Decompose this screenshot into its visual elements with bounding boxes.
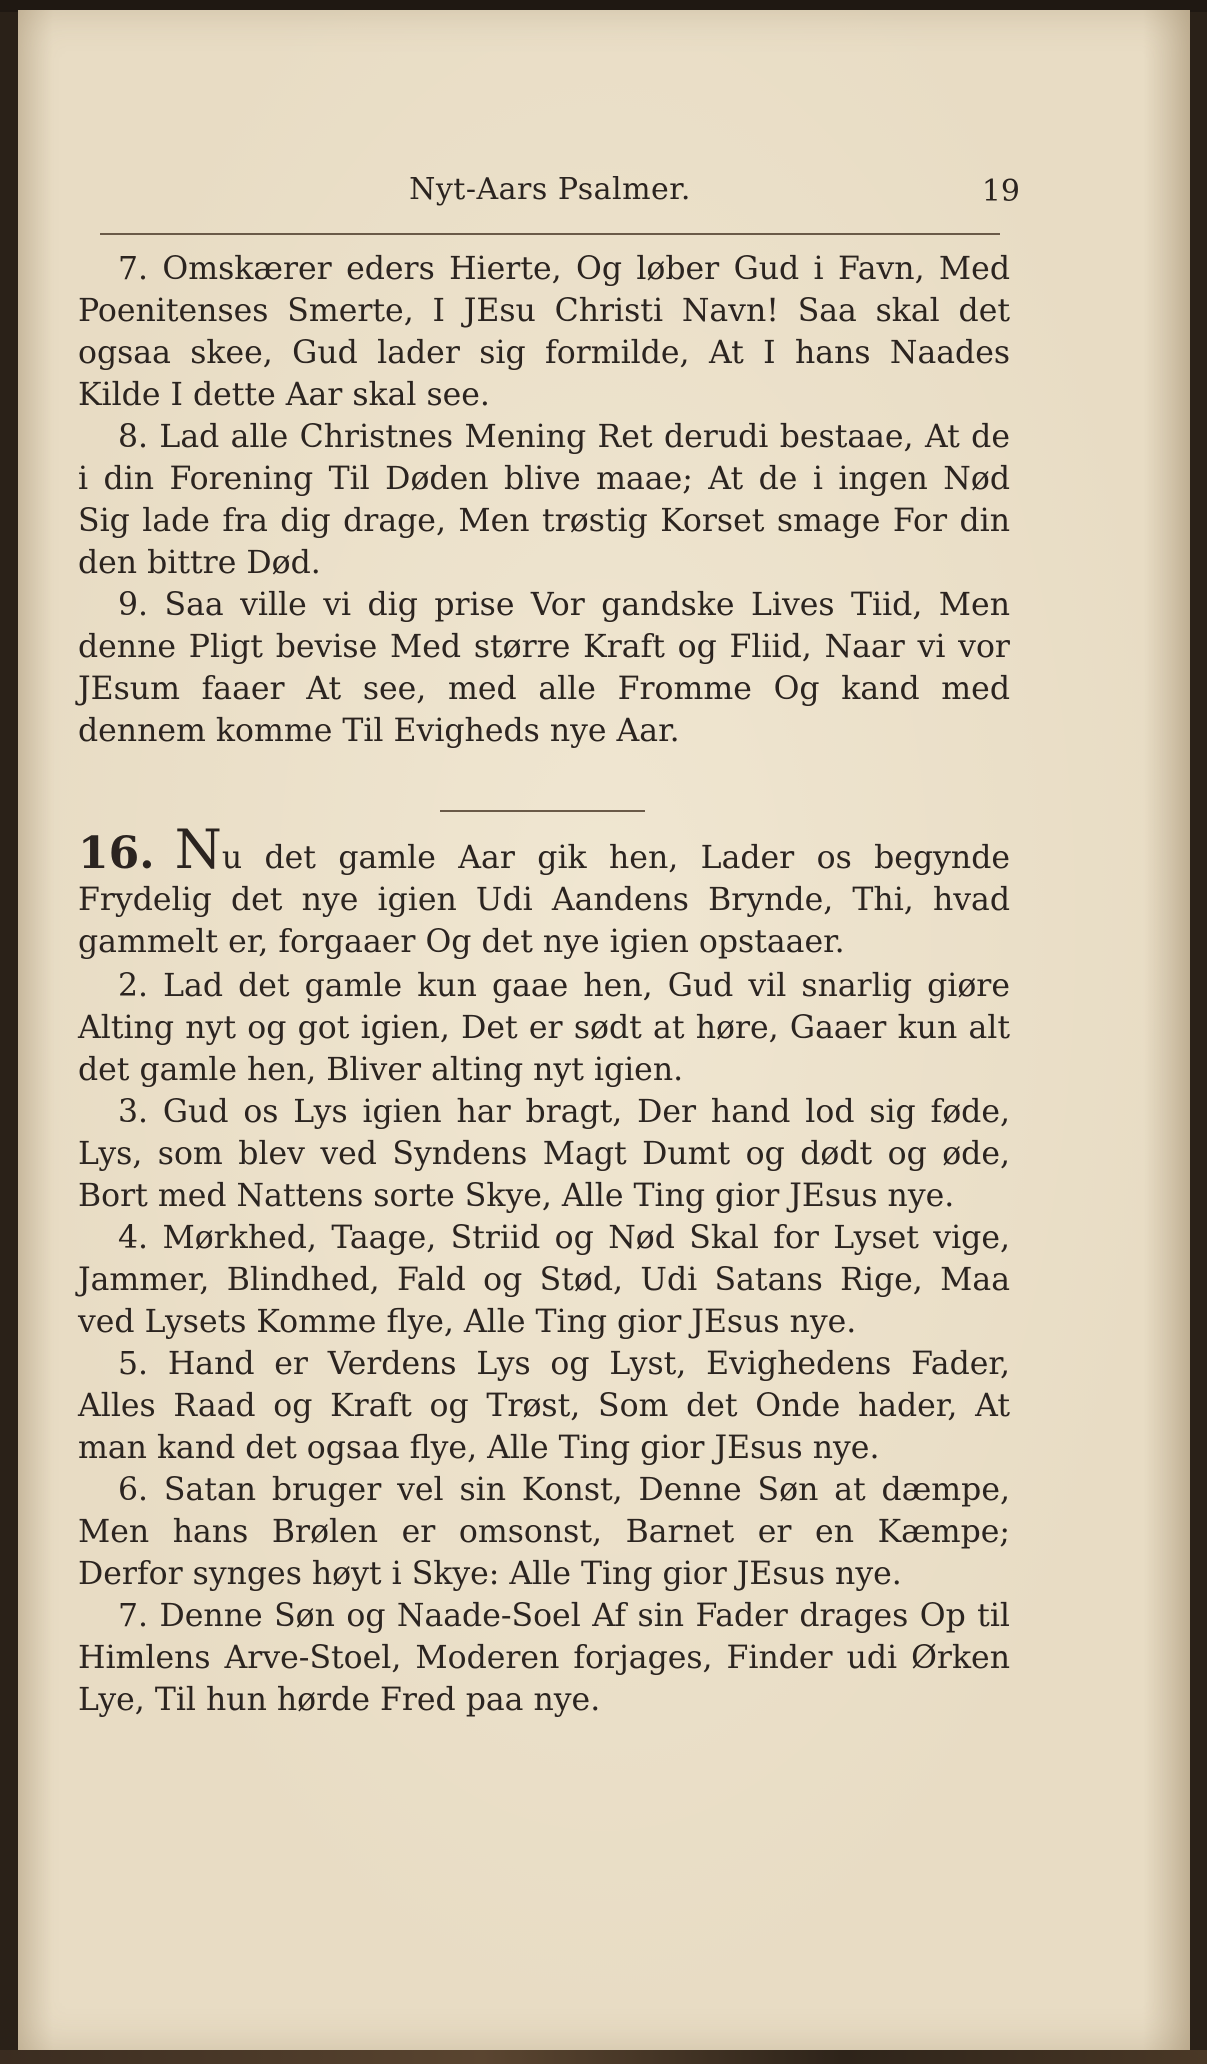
page-header xyxy=(90,172,1020,222)
section-divider xyxy=(440,810,645,812)
page-number: 19 xyxy=(981,174,1020,209)
running-title: Nyt-Aars Psalmer. xyxy=(409,172,691,207)
previous-hymn-continuation xyxy=(78,248,1010,752)
dropcap-letter: N xyxy=(174,818,222,881)
hymn-16-stanza-2: 2. Lad det gamle kun gaae hen, Gud vil snarlig giøre Alting nyt og got igien, Det er sødt at høre, Gaaer kun alt det gamle hen, Bliver alting nyt igien. xyxy=(78,968,1010,1088)
hymn-16-stanza-4: 4. Mørkhed, Taage, Striid og Nød Skal for Lyset vige, Jammer, Blindhed, Fald og Stød, Udi Satans Rige, Maa ved Lysets Komme flye, Alle Ting gior JEsus nye. xyxy=(78,1220,1010,1340)
hymn-16-stanza-6: 6. Satan bruger vel sin Konst, Denne Søn at dæmpe, Men hans Brølen er omsonst, Barnet er en Kæmpe; Derfor synges høyt i Skye: Alle Ting gior JEsus nye. xyxy=(78,1472,1010,1592)
hymn-16-stanza-7: 7. Denne Søn og Naade-Soel Af sin Fader drages Op til Himlens Arve-Stoel, Moderen forjages, Finder udi Ørken Lye, Til hun hørde Fred paa nye. xyxy=(78,1598,1010,1718)
hymn-16-stanza-1-text: u det gamle Aar gik hen, Lader os begynde Frydelig det nye igien Udi Aandens Brynde, Thi, hvad gammelt er, forgaaer Og det nye igien opstaaer. xyxy=(78,840,1010,960)
hymn-16-stanza-3: 3. Gud os Lys igien har bragt, Der hand lod sig føde, Lys, som blev ved Syndens Magt Dumt og dødt og øde, Bort med Nattens sorte Skye, Alle Ting gior JEsus nye. xyxy=(78,1094,1010,1214)
hymn-16-stanza-5: 5. Hand er Verdens Lys og Lyst, Evighedens Fader, Alles Raad og Kraft og Trøst, Som det Onde hader, At man kand det ogsaa flye, Alle Ting gior JEsus nye. xyxy=(78,1346,1010,1466)
header-rule xyxy=(100,233,1000,235)
stanza-8-prev: 8. Lad alle Christnes Mening Ret derudi bestaae, At de i din Forening Til Døden blive maae; At de i ingen Nød Sig lade fra dig drage, Men trøstig Korset smage For din den bittre Død. xyxy=(78,419,1010,581)
stanza-9-prev: 9. Saa ville vi dig prise Vor gandske Lives Tiid, Men denne Pligt bevise Med større Kraft og Fliid, Naar vi vor JEsum faaer At see, med alle Fromme Og kand med dennem komme Til Evigheds nye Aar. xyxy=(78,587,1010,749)
stanza-7-prev: 7. Omskærer eders Hierte, Og løber Gud i Favn, Med Poenitenses Smerte, I JEsu Christi Navn! Saa skal det ogsaa skee, Gud lader sig formilde, At I hans Naades Kilde I dette Aar skal see. xyxy=(78,251,1010,413)
bottom-book-edge xyxy=(0,2050,1207,2064)
hymn-number: 16. xyxy=(78,828,155,879)
hymn-16 xyxy=(78,818,1010,1721)
hymn-16-stanza-1 xyxy=(78,818,1010,963)
